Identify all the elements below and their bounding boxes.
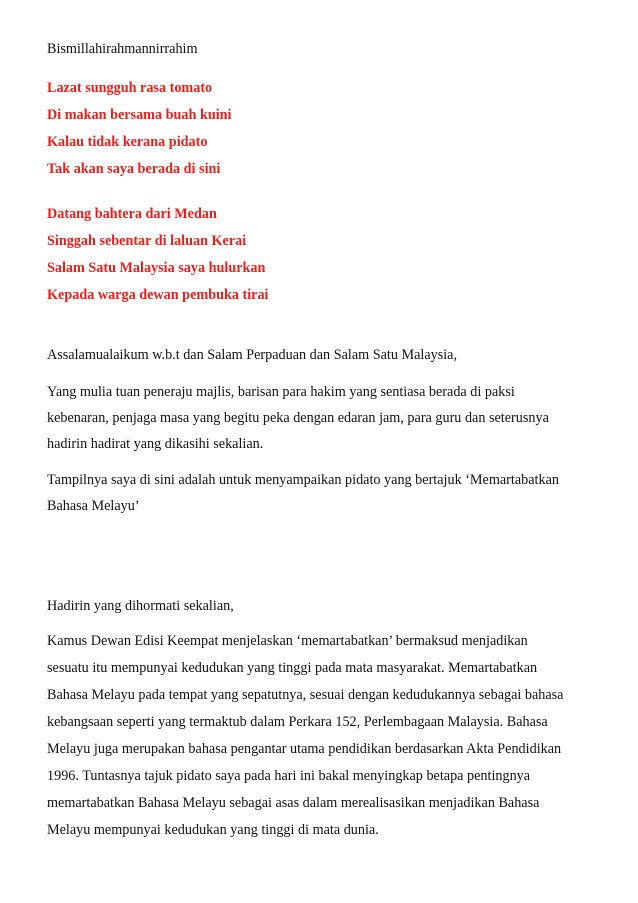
para-1-line-3: hadirin hadirat yang dikasihi sekalian. [47, 436, 264, 452]
opening-line: Bismillahirahmannirrahim [47, 41, 198, 57]
pantun-2-line-1: Datang bahtera dari Medan [47, 206, 217, 222]
address-line: Hadirin yang dihormati sekalian, [47, 598, 234, 614]
para-2-line-2: Bahasa Melayu’ [47, 498, 140, 514]
para-3-line-8: Melayu mempunyai kedudukan yang tinggi di mata dunia. [47, 822, 379, 838]
para-3-line-1: Kamus Dewan Edisi Keempat menjelaskan ‘memartabatkan’ bermaksud menjadikan [47, 633, 528, 649]
para-2-line-1: Tampilnya saya di sini adalah untuk menyampaikan pidato yang bertajuk ‘Memartabatkan [47, 472, 559, 488]
para-3-line-3: Bahasa Melayu pada tempat yang sepatutnya, sesuai dengan kedudukannya sebagai bahasa [47, 687, 564, 703]
pantun-2-line-3: Salam Satu Malaysia saya hulurkan [47, 260, 266, 276]
para-3-line-2: sesuatu itu mempunyai kedudukan yang tinggi pada mata masyarakat. Memartabatkan [47, 660, 538, 676]
para-1-line-1: Yang mulia tuan peneraju majlis, barisan para hakim yang sentiasa berada di paksi [47, 384, 515, 400]
para-3-line-7: memartabatkan Bahasa Melayu sebagai asas dalam merealisasikan menjadikan Bahasa [47, 795, 540, 811]
greeting-line: Assalamualaikum w.b.t dan Salam Perpaduan dan Salam Satu Malaysia, [47, 347, 458, 363]
pantun-1-line-2: Di makan bersama buah kuini [47, 107, 232, 123]
pantun-2-line-4: Kepada warga dewan pembuka tirai [47, 287, 269, 303]
para-3-line-5: Melayu juga merupakan bahasa pengantar utama pendidikan berdasarkan Akta Pendidikan [47, 741, 562, 757]
para-3-line-4: kebangsaan seperti yang termaktub dalam Perkara 152, Perlembagaan Malaysia. Bahasa [47, 714, 548, 730]
pantun-1-line-3: Kalau tidak kerana pidato [47, 134, 208, 150]
pantun-2-line-2: Singgah sebentar di laluan Kerai [47, 233, 247, 249]
para-1-line-2: kebenaran, penjaga masa yang begitu peka dengan edaran jam, para guru dan seterusnya [47, 410, 549, 426]
para-3-line-6: 1996. Tuntasnya tajuk pidato saya pada hari ini bakal menyingkap betapa pentingnya [47, 768, 531, 784]
pantun-1-line-4: Tak akan saya berada di sini [47, 161, 221, 177]
pantun-1-line-1: Lazat sungguh rasa tomato [47, 80, 213, 96]
